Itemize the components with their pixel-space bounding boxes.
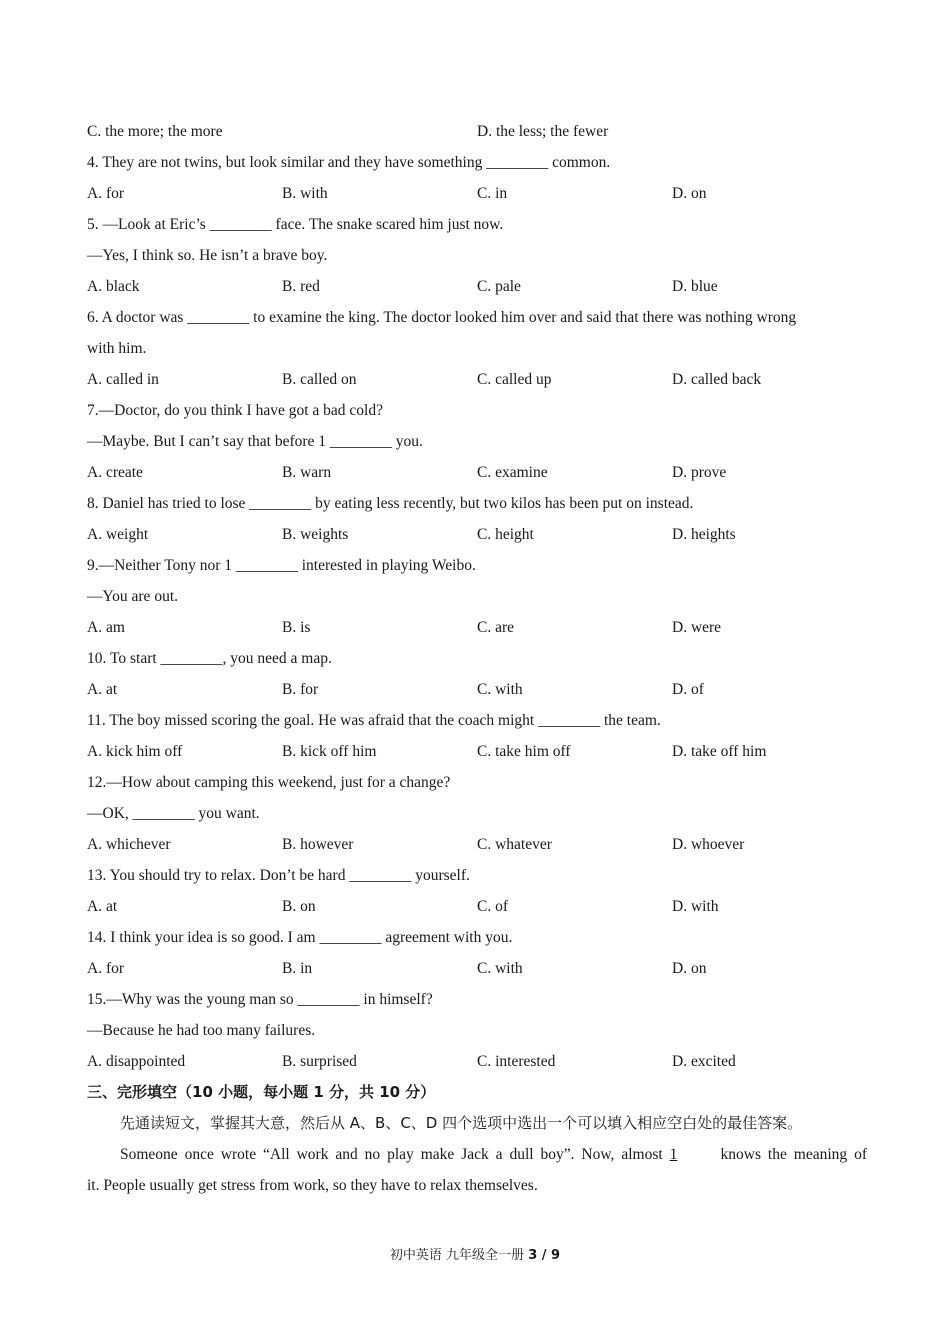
option-b: B. surprised <box>282 1053 357 1070</box>
options-row <box>87 519 867 550</box>
q3-options-tail <box>87 116 867 147</box>
question-text: 5. —Look at Eric’s ________ face. The snake scared him just now. <box>87 216 504 233</box>
option-c: C. of <box>477 898 508 915</box>
question-text: —OK, ________ you want. <box>87 805 260 822</box>
option-b: B. in <box>282 960 313 977</box>
option-a: A. create <box>87 464 143 481</box>
option-b: B. for <box>282 681 319 698</box>
options-row <box>87 953 867 984</box>
question-text: 10. To start ________, you need a map. <box>87 650 332 667</box>
option-a: A. at <box>87 681 118 698</box>
option-d: D. of <box>672 681 704 698</box>
question-text: —Yes, I think so. He isn’t a brave boy. <box>87 247 328 264</box>
options-row <box>87 736 867 767</box>
option-c: C. in <box>477 185 508 202</box>
option-a: A. kick him off <box>87 743 183 760</box>
option-d: D. the less; the fewer <box>477 123 609 140</box>
option-c: C. with <box>477 681 523 698</box>
options-row <box>87 457 867 488</box>
option-b: B. warn <box>282 464 332 481</box>
option-b: B. on <box>282 898 316 915</box>
option-d: D. on <box>672 960 707 977</box>
question-text: 11. The boy missed scoring the goal. He was afraid that the coach might ________ the team. <box>87 712 661 729</box>
passage-text: Someone once wrote “All work and no play make Jack a dull boy”. Now, almost <box>120 1146 663 1163</box>
section-heading: 三、完形填空（10 小题，每小题 1 分，共 10 分） <box>87 1083 436 1101</box>
option-d: D. heights <box>672 526 736 543</box>
question-text: 14. I think your idea is so good. I am ________ agreement with you. <box>87 929 513 946</box>
option-d: D. with <box>672 898 719 915</box>
question-text: 15.—Why was the young man so ________ in himself? <box>87 991 433 1008</box>
question-area <box>87 116 867 1201</box>
options-row <box>87 1046 867 1077</box>
option-c: C. whatever <box>477 836 552 853</box>
options-row <box>87 612 867 643</box>
option-b: B. with <box>282 185 328 202</box>
passage-line: it. People usually get stress from work, so they have to relax themselves. <box>87 1177 538 1194</box>
option-d: D. were <box>672 619 722 636</box>
page-footer <box>0 1244 950 1263</box>
options-row <box>87 364 867 395</box>
option-c: C. with <box>477 960 523 977</box>
option-b: B. however <box>282 836 354 853</box>
option-a: A. for <box>87 960 125 977</box>
option-d: D. called back <box>672 371 762 388</box>
option-b: B. red <box>282 278 320 295</box>
options-row <box>87 271 867 302</box>
options-row <box>87 829 867 860</box>
question-text: 12.—How about camping this weekend, just for a change? <box>87 774 451 791</box>
option-b: B. kick off him <box>282 743 377 760</box>
question-text: 9.—Neither Tony nor 1 ________ interested in playing Weibo. <box>87 557 476 574</box>
question-text: 4. They are not twins, but look similar and they have something ________ common. <box>87 154 611 171</box>
option-a: A. weight <box>87 526 149 543</box>
footer-text: 初中英语 九年级全一册 <box>389 1248 525 1263</box>
option-d: D. on <box>672 185 707 202</box>
option-c: C. interested <box>477 1053 556 1070</box>
option-c: C. the more; the more <box>87 123 223 140</box>
option-d: D. prove <box>672 464 727 481</box>
options-row <box>87 891 867 922</box>
question-list <box>87 147 867 1077</box>
options-row <box>87 674 867 705</box>
question-text: —Maybe. But I can’t say that before 1 ________ you. <box>87 433 423 450</box>
option-c: C. examine <box>477 464 548 481</box>
option-a: A. disappointed <box>87 1053 186 1070</box>
option-a: A. for <box>87 185 125 202</box>
option-d: D. take off him <box>672 743 767 760</box>
option-c: C. take him off <box>477 743 571 760</box>
page-number: 3 / 9 <box>528 1248 561 1263</box>
question-text: 6. A doctor was ________ to examine the king. The doctor looked him over and said that there was nothing wrong <box>87 309 797 326</box>
passage-line <box>87 1139 867 1170</box>
option-a: A. whichever <box>87 836 171 853</box>
option-d: D. excited <box>672 1053 736 1070</box>
question-text: —You are out. <box>87 588 178 605</box>
option-c: C. pale <box>477 278 521 295</box>
option-b: B. weights <box>282 526 349 543</box>
option-a: A. at <box>87 898 118 915</box>
question-text: 7.—Doctor, do you think I have got a bad cold? <box>87 402 383 419</box>
option-b: B. called on <box>282 371 357 388</box>
question-text: —Because he had too many failures. <box>87 1022 316 1039</box>
options-row <box>87 178 867 209</box>
option-d: D. whoever <box>672 836 745 853</box>
option-c: C. height <box>477 526 534 543</box>
option-a: A. am <box>87 619 125 636</box>
question-text: 8. Daniel has tried to lose ________ by eating less recently, but two kilos has been put on instead. <box>87 495 694 512</box>
passage-text: knows the meaning of <box>720 1146 867 1163</box>
section-instruction: 先通读短文，掌握其大意，然后从 A、B、C、D 四个选项中选出一个可以填入相应空白处的最佳答案。 <box>120 1114 803 1132</box>
question-text: 13. You should try to relax. Don’t be hard ________ yourself. <box>87 867 470 884</box>
option-a: A. called in <box>87 371 159 388</box>
option-d: D. blue <box>672 278 718 295</box>
option-b: B. is <box>282 619 311 636</box>
option-a: A. black <box>87 278 140 295</box>
option-c: C. called up <box>477 371 552 388</box>
option-c: C. are <box>477 619 515 636</box>
question-text: with him. <box>87 340 147 357</box>
blank-1: 1 <box>669 1146 678 1163</box>
